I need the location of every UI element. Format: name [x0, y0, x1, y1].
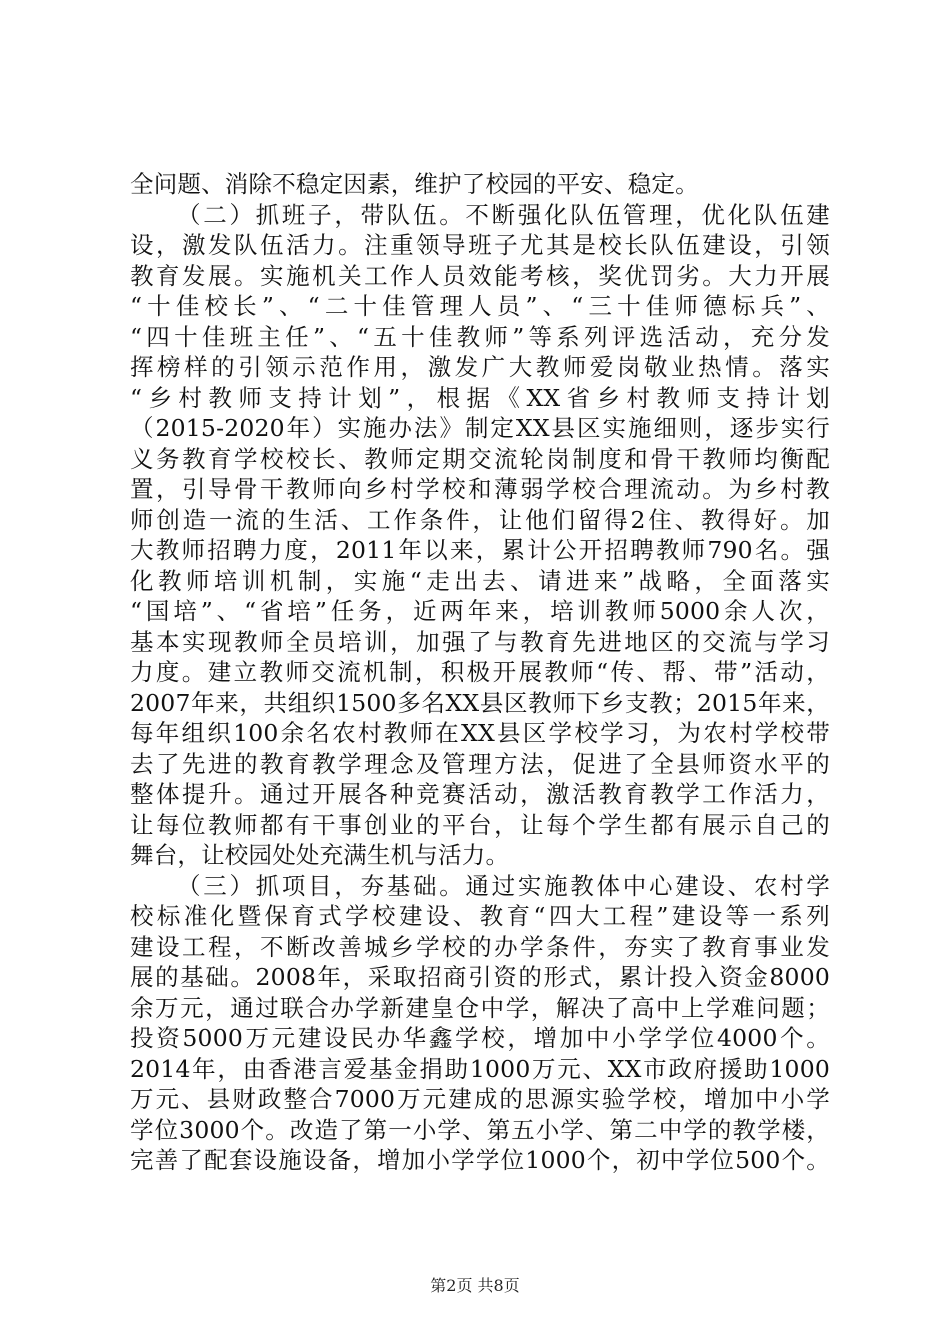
text-line: “国培”、“省培”任务，近两年来，培训教师5000余人次，: [130, 597, 830, 625]
text-line: 教育发展。实施机关工作人员效能考核，奖优罚劣。大力开展: [130, 261, 830, 290]
text-line: 义务教育学校校长、教师定期交流轮岗制度和骨干教师均衡配: [130, 444, 830, 473]
text-line: （2015-2020年）实施办法》制定XX县区实施细则，逐步实行: [130, 414, 830, 442]
text-line: 校标准化暨保育式学校建设、教育“四大工程”建设等一系列: [130, 902, 830, 930]
text-line: 让每位教师都有干事创业的平台，让每个学生都有展示自己的: [130, 810, 830, 839]
text-line: 2014年，由香港言爱基金捐助1000万元、XX市政府援助1000: [130, 1054, 830, 1083]
text-line: （二）抓班子，带队伍。不断强化队伍管理，优化队伍建: [177, 200, 830, 229]
body-text: [130, 169, 830, 1176]
text-line: 完善了配套设施设备，增加小学学位1000个，初中学位500个。: [130, 1146, 830, 1174]
text-line: 去了先进的教育教学理念及管理方法，促进了全县师资水平的: [130, 749, 830, 778]
text-line: 建设工程，不断改善城乡学校的办学条件，夯实了教育事业发: [130, 932, 830, 961]
text-line: 化教师培训机制，实施“走出去、请进来”战略，全面落实: [130, 566, 830, 595]
text-line: 每年组织100余名农村教师在XX县区学校学习，为农村学校带: [130, 719, 830, 747]
text-line: 学位3000个。改造了第一小学、第五小学、第二中学的教学楼，: [130, 1115, 830, 1144]
text-line: 挥榜样的引领示范作用，激发广大教师爱岗敬业热情。落实: [130, 353, 830, 381]
text-line: 力度。建立教师交流机制，积极开展教师“传、帮、带”活动，: [130, 658, 830, 686]
text-line: 2007年来，共组织1500多名XX县区教师下乡支教；2015年来，: [130, 688, 830, 717]
text-line: “四十佳班主任”、“五十佳教师”等系列评选活动，充分发: [130, 322, 830, 351]
text-line: 师创造一流的生活、工作条件，让他们留得2住、教得好。加: [130, 505, 830, 534]
text-line: 万元、县财政整合7000万元建成的思源实验学校，增加中小学: [130, 1085, 830, 1113]
text-line: 整体提升。通过开展各种竞赛活动，激活教育教学工作活力，: [130, 780, 830, 808]
text-line: 展的基础。2008年，采取招商引资的形式，累计投入资金8000: [130, 963, 830, 991]
text-line: 全问题、消除不稳定因素，维护了校园的平安、稳定。: [130, 170, 699, 198]
text-line: 置，引导骨干教师向乡村学校和薄弱学校合理流动。为乡村教: [130, 475, 830, 503]
text-line: 余万元，通过联合办学新建皇仓中学，解决了高中上学难问题；: [130, 993, 830, 1022]
text-line: 设，激发队伍活力。注重领导班子尤其是校长队伍建设，引领: [130, 231, 830, 259]
text-line: （三）抓项目，夯基础。通过实施教体中心建设、农村学: [177, 871, 830, 900]
text-line: 投资5000万元建设民办华鑫学校，增加中小学学位4000个。: [130, 1024, 830, 1052]
text-line: “乡村教师支持计划”，根据《XX省乡村教师支持计划: [130, 383, 830, 412]
text-line: 舞台，让校园处处充满生机与活力。: [130, 841, 510, 869]
text-line: 基本实现教师全员培训，加强了与教育先进地区的交流与学习: [130, 627, 830, 656]
text-line: 大教师招聘力度，2011年以来，累计公开招聘教师790名。强: [130, 536, 830, 564]
page-footer: 第2页 共8页: [430, 1276, 520, 1295]
text-line: “十佳校长”、“二十佳管理人员”、“三十佳师德标兵”、: [130, 292, 830, 320]
